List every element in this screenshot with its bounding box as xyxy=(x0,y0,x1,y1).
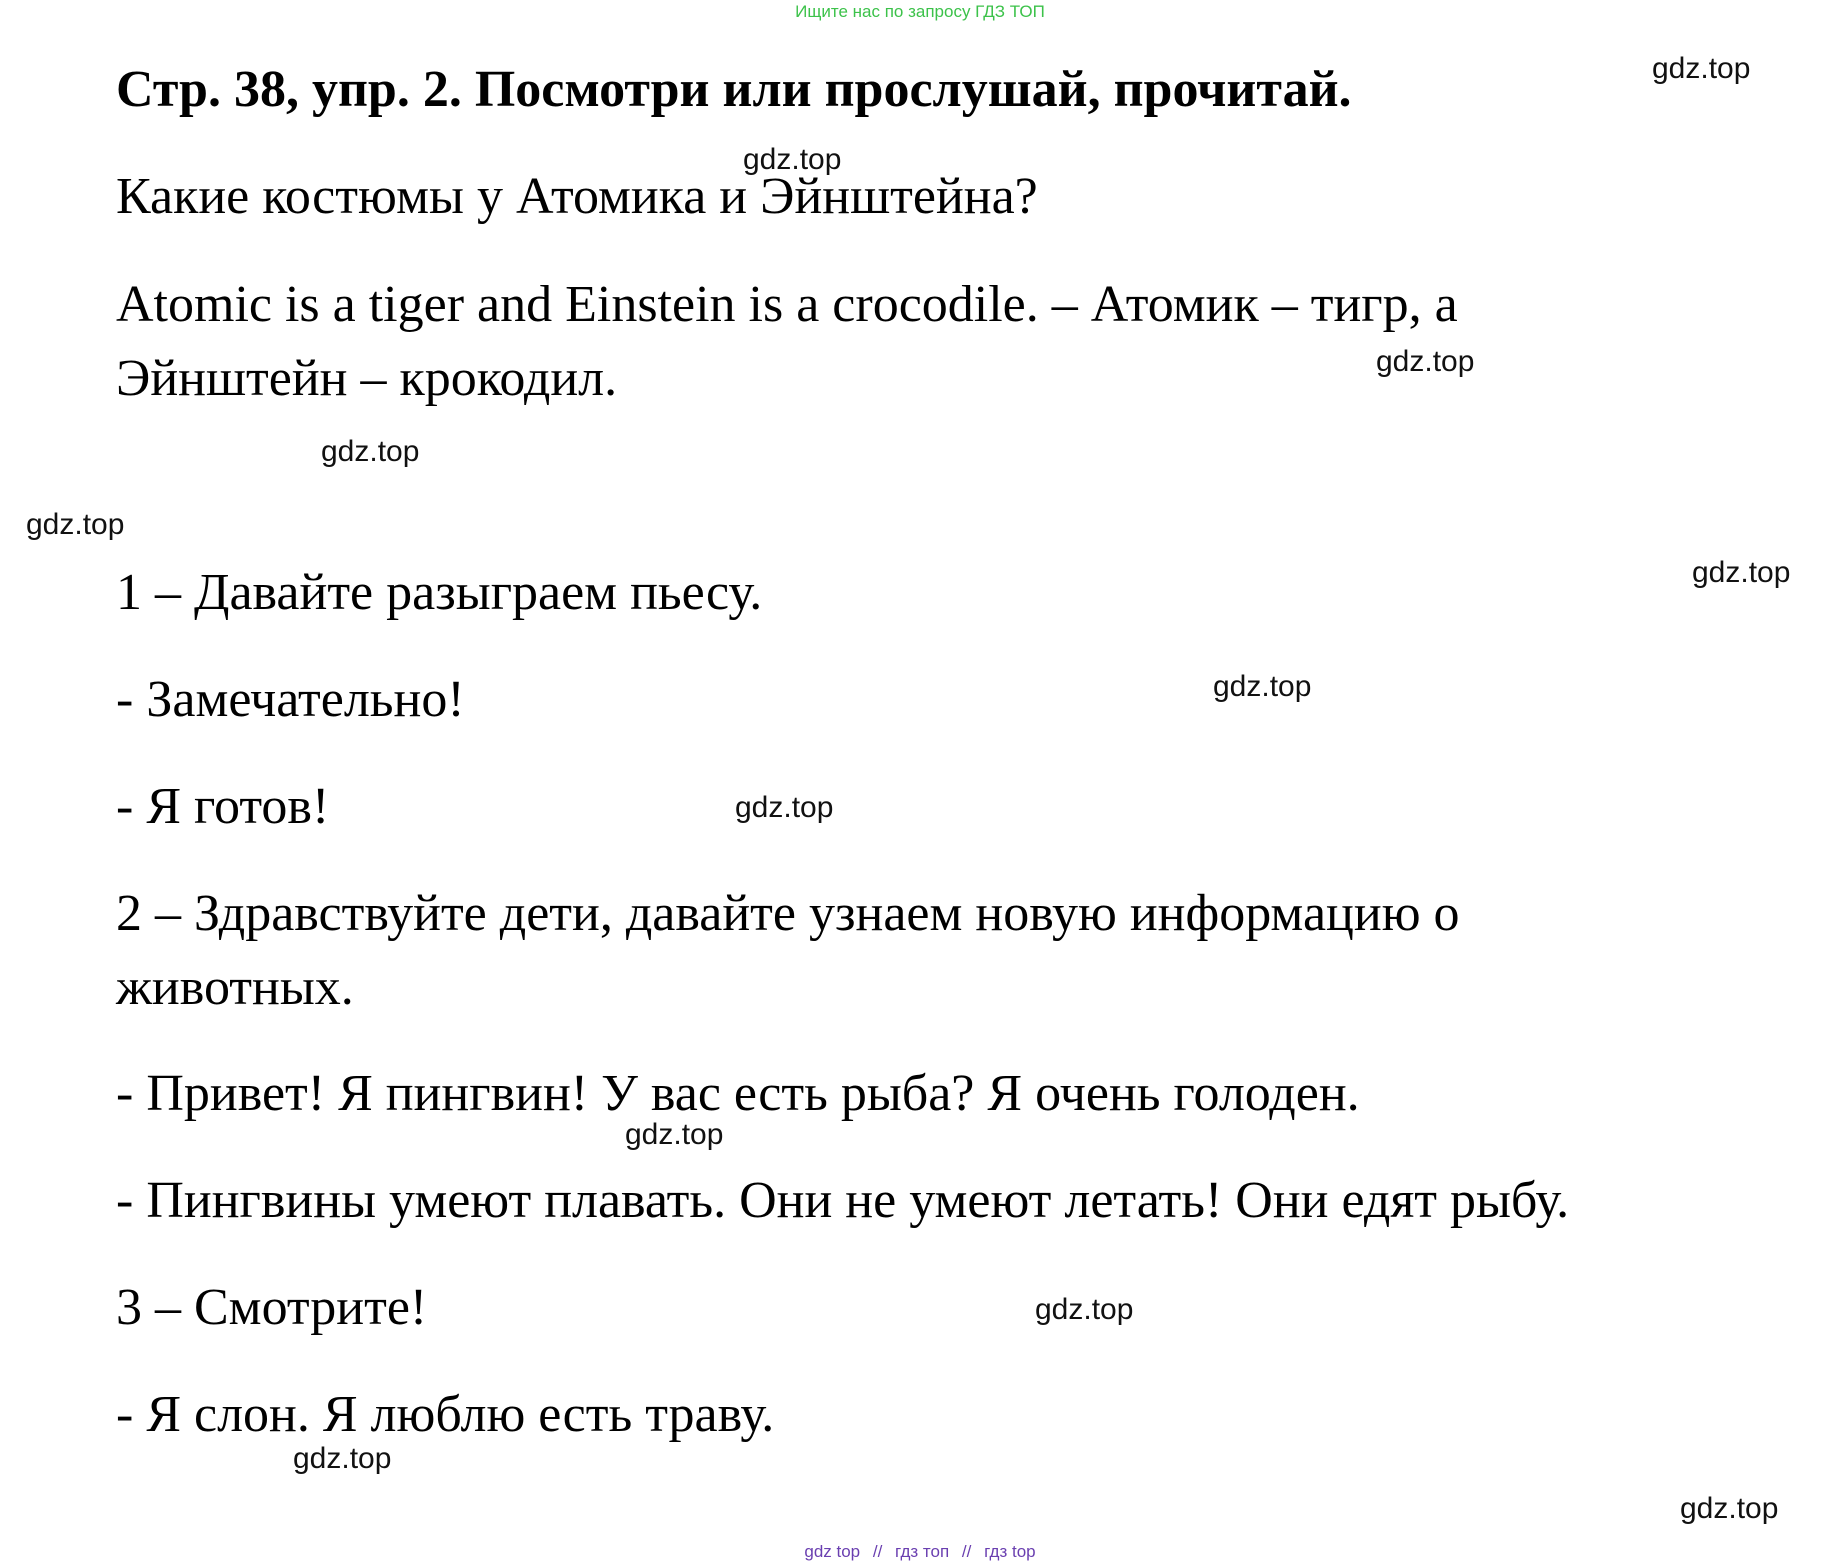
footer-separator: // xyxy=(961,1542,972,1561)
dialogue-line: 3 – Смотрите! xyxy=(116,1279,428,1336)
footer-link[interactable]: гдз top xyxy=(984,1542,1036,1561)
dialogue-line: животных. xyxy=(116,959,354,1016)
footer-separator: // xyxy=(872,1542,883,1561)
watermark: gdz.top xyxy=(321,435,420,468)
watermark: gdz.top xyxy=(1213,670,1312,703)
dialogue-line: 2 – Здравствуйте дети, давайте узнаем новую информацию о xyxy=(116,885,1460,942)
dialogue-line: 1 – Давайте разыграем пьесу. xyxy=(116,564,763,621)
footer-link[interactable]: гдз топ xyxy=(895,1542,950,1561)
footer-link[interactable]: gdz top xyxy=(804,1542,861,1561)
dialogue-line: - Пингвины умеют плавать. Они не умеют летать! Они едят рыбу. xyxy=(116,1172,1570,1229)
dialogue-line: - Я слон. Я люблю есть траву. xyxy=(116,1386,775,1443)
watermark: gdz.top xyxy=(735,791,834,824)
dialogue-line: - Привет! Я пингвин! У вас есть рыба? Я очень голоден. xyxy=(116,1065,1360,1122)
question: Какие костюмы у Атомика и Эйнштейна? xyxy=(116,168,1038,225)
dialogue-line: - Замечательно! xyxy=(116,671,465,728)
footer-links xyxy=(0,1542,1840,1562)
watermark: gdz.top xyxy=(743,143,842,176)
dialogue-line: - Я готов! xyxy=(116,778,330,835)
answer-line-1: Atomic is a tiger and Einstein is a crocodile. – Атомик – тигр, а xyxy=(116,276,1458,333)
watermark: gdz.top xyxy=(1652,52,1751,85)
watermark: gdz.top xyxy=(1035,1293,1134,1326)
answer-line-2: Эйнштейн – крокодил. xyxy=(116,350,618,407)
page-title: Стр. 38, упр. 2. Посмотри или прослушай, прочитай. xyxy=(116,61,1352,118)
watermark: gdz.top xyxy=(625,1118,724,1151)
top-banner: Ищите нас по запросу ГДЗ ТОП xyxy=(795,2,1045,21)
watermark: gdz.top xyxy=(26,508,125,541)
watermark: gdz.top xyxy=(1376,345,1475,378)
watermark: gdz.top xyxy=(293,1442,392,1475)
watermark: gdz.top xyxy=(1692,556,1791,589)
watermark: gdz.top xyxy=(1680,1492,1779,1525)
